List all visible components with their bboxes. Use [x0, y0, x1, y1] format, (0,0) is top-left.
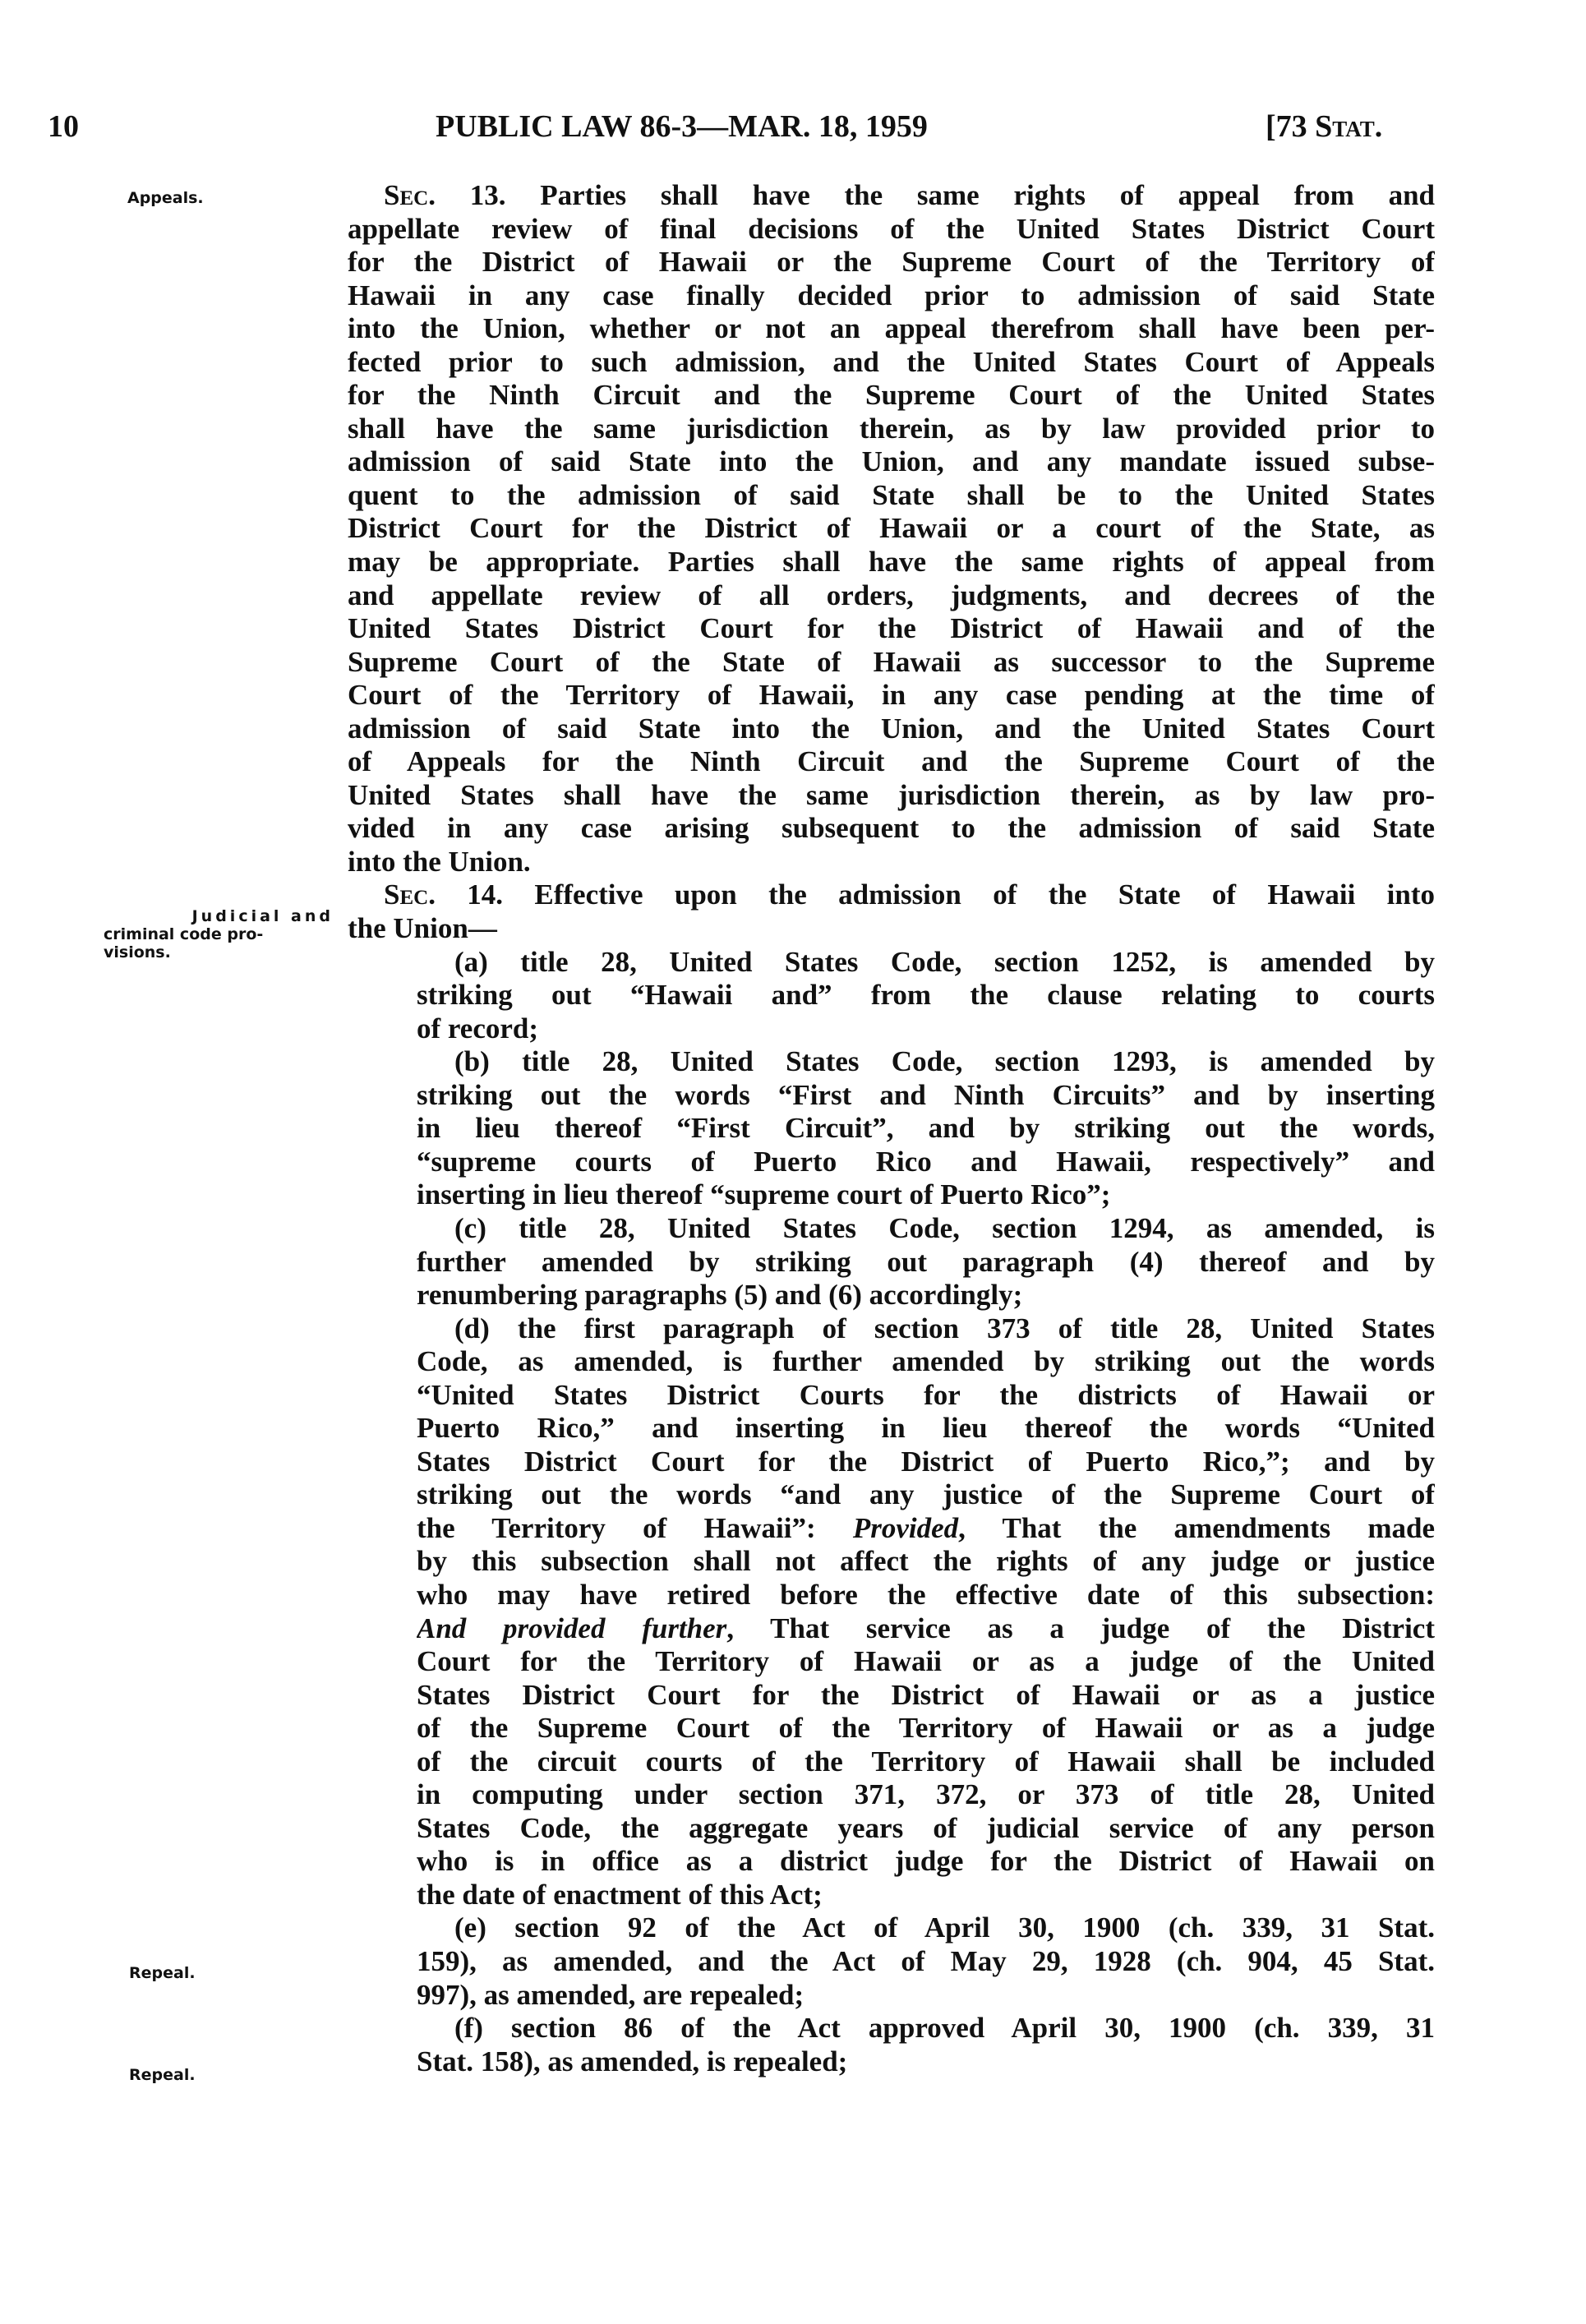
section-13-line: Hawaii in any case finally decided prior to admission of said State [348, 279, 1435, 311]
paragraph-d-line [417, 1512, 1435, 1546]
margin-note-judicial-line: visions. [104, 943, 171, 961]
section-13-line: quent to the admission of said State shall be to the United States [348, 478, 1435, 511]
section-13-line [348, 179, 1435, 213]
paragraph-d-line: of the Supreme Court of the Territory of Hawaii or as a judge [417, 1712, 1435, 1745]
paragraph-b-line: (b) title 28, United States Code, section 1293, is amended by [454, 1045, 1435, 1078]
paragraph-d-line [417, 1612, 1435, 1646]
paragraph-d-line: States District Court for the District of Hawaii or as a justice [417, 1678, 1435, 1711]
page-number: 10 [48, 109, 79, 144]
section-label: Sec. [384, 878, 436, 911]
proviso-lead-text: the Territory of Hawaii”: [417, 1511, 853, 1544]
paragraph-e [348, 1911, 1435, 2012]
paragraph-f-line: (f) section 86 of the Act approved April 30, 1900 (ch. 339, 31 [454, 2012, 1435, 2045]
margin-note-judicial-line: Judicial and [191, 907, 334, 925]
margin-note-judicial [104, 907, 334, 961]
section-13 [348, 179, 1435, 878]
section-13-line: of Appeals for the Ninth Circuit and the Supreme Court of the [348, 745, 1435, 778]
section-13-line: admission of said State into the Union, and the United States Court [348, 712, 1435, 745]
section-13-line: District Court for the District of Hawaii or a court of the State, as [348, 512, 1435, 545]
paragraph-b [348, 1045, 1435, 1212]
section-13-line: fected prior to such admission, and the United States Court of Appeals [348, 345, 1435, 378]
margin-note-appeals: Appeals. [127, 189, 204, 207]
section-13-line: shall have the same jurisdiction therein, as by law provided prior to [348, 412, 1435, 445]
proviso-text: , That the amendments made [958, 1511, 1435, 1544]
paragraph-f-line: Stat. 158), as amended, is repealed; [417, 2045, 848, 2077]
paragraph-c [348, 1212, 1435, 1312]
paragraph-d-line: “United States District Courts for the districts of Hawaii or [417, 1378, 1435, 1411]
margin-note-judicial-line: criminal code pro- [104, 925, 264, 943]
statute-volume-number: [73 [1266, 109, 1316, 144]
paragraph-d-line: striking out the words “and any justice of the Supreme Court of [417, 1478, 1435, 1511]
paragraph-d-line: Code, as amended, is further amended by striking out the words [417, 1345, 1435, 1378]
paragraph-e-line: 159), as amended, and the Act of May 29, 1928 (ch. 904, 45 Stat. [417, 1944, 1435, 1977]
section-13-line: for the Ninth Circuit and the Supreme Court of the United States [348, 379, 1435, 412]
paragraph-d-line: States Code, the aggregate years of judicial service of any person [417, 1811, 1435, 1844]
paragraph-a-line: striking out “Hawaii and” from the clause relating to courts [417, 979, 1435, 1012]
paragraph-d-line: who is in office as a district judge for the District of Hawaii on [417, 1845, 1435, 1878]
paragraph-d-line: in computing under section 371, 372, or 373 of title 28, United [417, 1778, 1435, 1811]
paragraph-d [348, 1312, 1435, 1912]
section-13-line: vided in any case arising subsequent to the admission of said State [348, 812, 1435, 845]
section-13-line: United States shall have the same jurisdiction therein, as by law pro- [348, 778, 1435, 811]
paragraph-a [348, 946, 1435, 1046]
running-head-title: PUBLIC LAW 86-3—MAR. 18, 1959 [436, 109, 928, 144]
statute-volume-label: Stat. [1315, 109, 1383, 144]
further-proviso-text: , That service as a judge of the District [726, 1612, 1435, 1644]
section-13-line: into the Union, whether or not an appeal therefrom shall have been per- [348, 312, 1435, 345]
paragraph-a-line: of record; [417, 1012, 539, 1044]
section-14-line [348, 878, 1435, 912]
paragraph-b-line: striking out the words “First and Ninth Circuits” and by inserting [417, 1078, 1435, 1111]
paragraph-f [348, 2012, 1435, 2078]
paragraph-d-line: Puerto Rico,” and inserting in lieu thereof the words “United [417, 1412, 1435, 1445]
section-13-line: appellate review of final decisions of the United States District Court [348, 212, 1435, 245]
paragraph-b-line: “supreme courts of Puerto Rico and Hawaii, respectively” and [417, 1145, 1435, 1178]
paragraph-d-line: the date of enactment of this Act; [417, 1878, 823, 1911]
section-13-line: may be appropriate. Parties shall have the same rights of appeal from [348, 546, 1435, 579]
paragraph-b-line: in lieu thereof “First Circuit”, and by striking out the words, [417, 1112, 1435, 1145]
section-13-line: Supreme Court of the State of Hawaii as successor to the Supreme [348, 645, 1435, 678]
section-13-line: into the Union. [348, 845, 531, 878]
paragraph-c-line: renumbering paragraphs (5) and (6) accordingly; [417, 1279, 1023, 1312]
paragraph-c-line: further amended by striking out paragraph (4) thereof and by [417, 1245, 1435, 1278]
paragraph-d-line: of the circuit courts of the Territory of Hawaii shall be included [417, 1745, 1435, 1778]
section-14 [348, 878, 1435, 945]
paragraph-d-line: who may have retired before the effective date of this subsection: [417, 1578, 1435, 1611]
paragraph-c-line: (c) title 28, United States Code, section 1294, as amended, is [454, 1211, 1435, 1244]
paragraph-e-line: (e) section 92 of the Act of April 30, 1900 (ch. 339, 31 Stat. [454, 1911, 1435, 1944]
section-14-line: the Union— [348, 912, 497, 945]
section-13-line: for the District of Hawaii or the Supreme Court of the Territory of [348, 246, 1435, 279]
paragraph-d-line: by this subsection shall not affect the rights of any judge or justice [417, 1545, 1435, 1578]
statute-volume [1266, 108, 1382, 145]
section-13-line: United States District Court for the District of Hawaii and of the [348, 612, 1435, 645]
further-proviso-keyword: And provided further [417, 1612, 727, 1644]
paragraph-e-line: 997), as amended, are repealed; [417, 1978, 805, 2011]
section-13-line: and appellate review of all orders, judgments, and decrees of the [348, 579, 1435, 611]
section-13-line: Court of the Territory of Hawaii, in any case pending at the time of [348, 679, 1435, 712]
statute-body [348, 179, 1435, 2078]
margin-note-repeal-f: Repeal. [129, 2066, 196, 2084]
section-13-line: admission of said State into the Union, and any mandate issued subse- [348, 445, 1435, 478]
paragraph-d-line: Court for the Territory of Hawaii or as a judge of the United [417, 1645, 1435, 1678]
paragraph-d-line: (d) the first paragraph of section 373 of title 28, United States [454, 1312, 1435, 1344]
section-14-first-line-text: 14. Effective upon the admission of the State of Hawaii into [435, 878, 1435, 911]
paragraph-a-line: (a) title 28, United States Code, section 1252, is amended by [454, 945, 1435, 978]
section-label: Sec. [384, 179, 436, 211]
margin-note-repeal-e: Repeal. [129, 1964, 196, 1982]
paragraph-b-line: inserting in lieu thereof “supreme court of Puerto Rico”; [417, 1178, 1111, 1211]
proviso-keyword: Provided [852, 1511, 959, 1544]
section-13-first-line-text: 13. Parties shall have the same rights of appeal from and [435, 179, 1435, 211]
paragraph-d-line: States District Court for the District of Puerto Rico,”; and by [417, 1445, 1435, 1478]
